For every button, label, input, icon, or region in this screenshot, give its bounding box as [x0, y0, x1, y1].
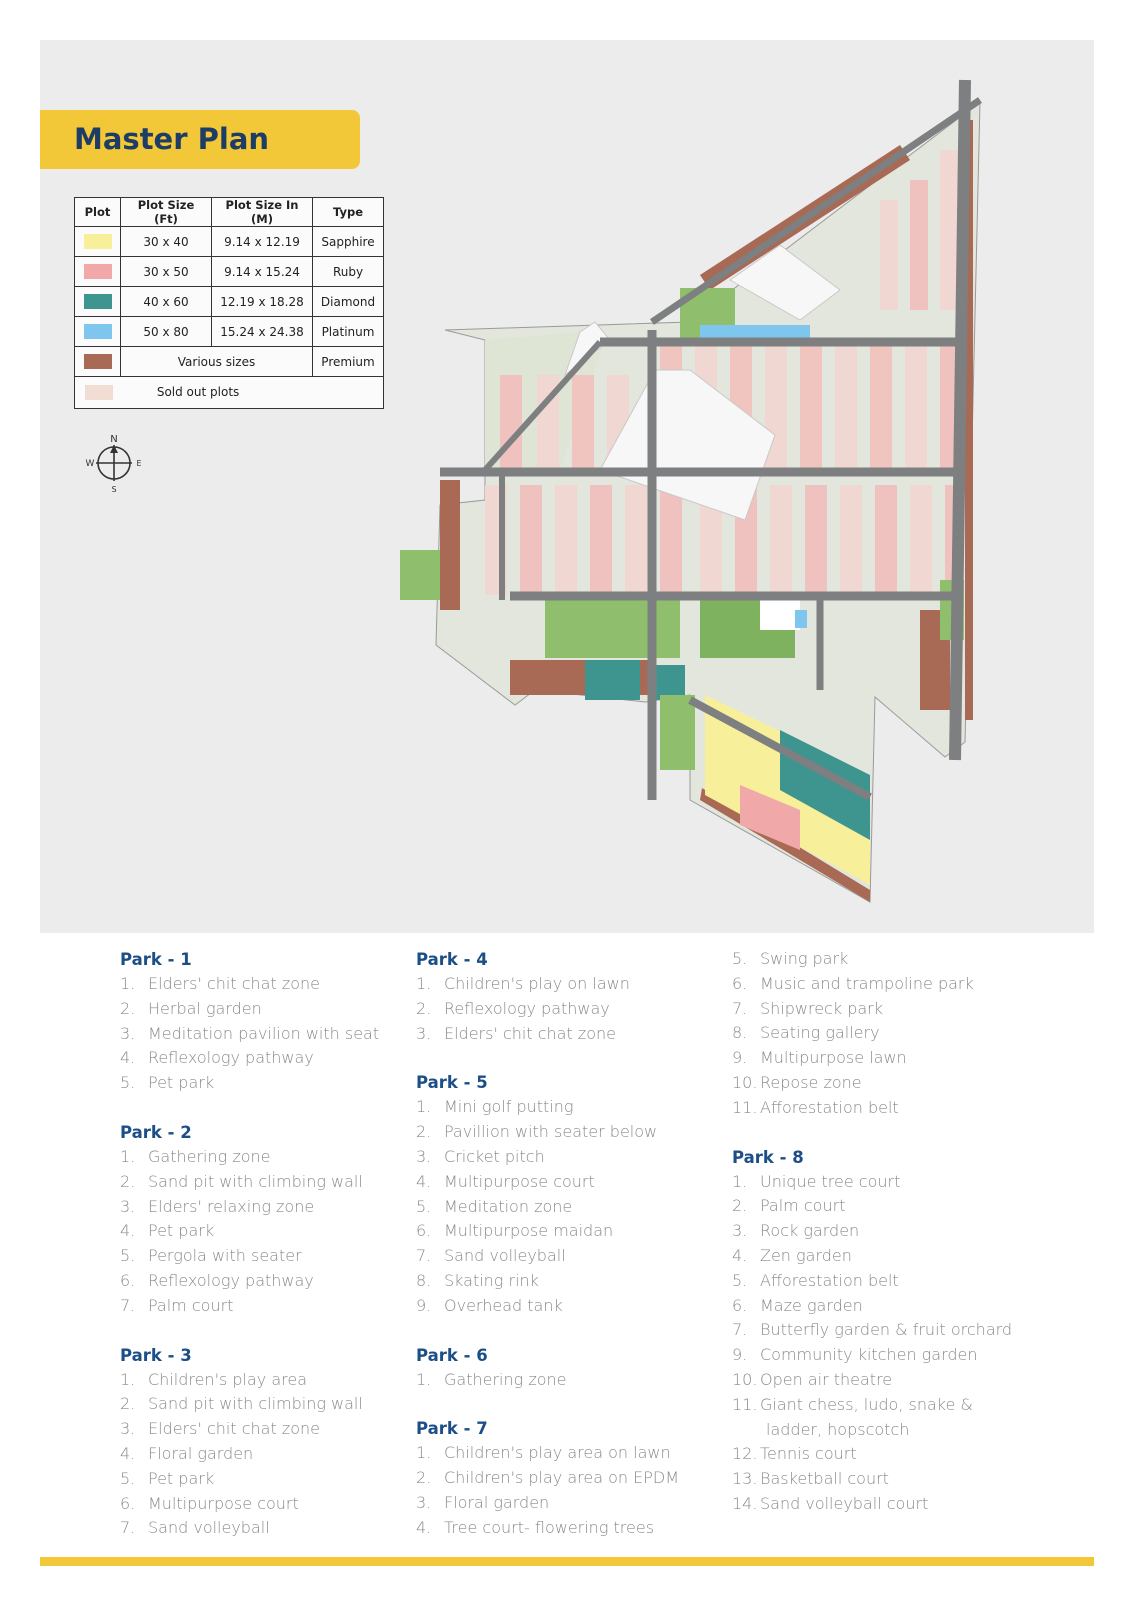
- list-item: 1. Elders' chit chat zone: [120, 974, 320, 993]
- legend-header-type: Type: [313, 198, 384, 227]
- park-6-list: [416, 1368, 716, 1393]
- compass-n: N: [110, 434, 118, 445]
- park-8-heading: Park - 8: [732, 1147, 804, 1167]
- park-1-heading: Park - 1: [120, 950, 192, 969]
- park-2-heading: Park - 2: [120, 1122, 192, 1142]
- list-item: 5. Pet park: [120, 1468, 215, 1488]
- list-item: 4. Pet park: [120, 1221, 215, 1241]
- park-2-section: [120, 1120, 420, 1319]
- list-item: 14. Sand volleyball court: [732, 1493, 929, 1513]
- list-item: 11. Afforestation belt: [732, 1097, 899, 1117]
- park-7-heading: Park - 7: [416, 1419, 488, 1439]
- park-5-heading: Park - 5: [416, 1073, 488, 1093]
- park-6-heading: Park - 6: [416, 1345, 488, 1365]
- park-3-list: [120, 1368, 420, 1542]
- list-item: 1. Unique tree court: [732, 1171, 901, 1191]
- compass-w: W: [85, 459, 95, 469]
- list-item: 5. Pergola with seater: [120, 1246, 302, 1266]
- list-item: 4. Tree court- flowering trees: [416, 1517, 655, 1537]
- footer-accent-bar: [40, 1557, 1094, 1566]
- list-item: 2. Palm court: [732, 1196, 846, 1216]
- list-item: 7. Butterfly garden & fruit orchard: [732, 1320, 1013, 1340]
- list-item: 3. Cricket pitch: [416, 1146, 545, 1166]
- legend-header-size-ft: Plot Size (Ft): [121, 198, 212, 227]
- list-item: 3. Floral garden: [416, 1492, 550, 1512]
- legend-type: Platinum: [313, 317, 384, 347]
- list-item: 3. Elders' chit chat zone: [416, 1023, 616, 1043]
- list-item: 10. Open air theatre: [732, 1369, 893, 1389]
- compass-e: E: [136, 459, 142, 468]
- amenities-column-2: [416, 947, 716, 1541]
- list-item: 8. Seating gallery: [732, 1023, 880, 1043]
- park-5-list: [416, 1095, 716, 1318]
- park-8-list: [732, 1170, 1032, 1517]
- list-item: 1. Mini golf putting: [416, 1097, 574, 1117]
- park-7-list-part-1: [416, 1441, 716, 1540]
- list-item: 8. Skating rink: [416, 1270, 539, 1290]
- legend-type: Premium: [313, 347, 384, 377]
- park-1-section: [120, 947, 420, 1096]
- legend-type: Diamond: [313, 287, 384, 317]
- list-item: 6. Music and trampoline park: [732, 973, 974, 993]
- list-item: 11. Giant chess, ludo, snake &: [732, 1394, 973, 1414]
- list-item: 2. Sand pit with climbing wall: [120, 1171, 363, 1191]
- amenities-column-3: [732, 947, 1032, 1517]
- list-item: 12. Tennis court: [732, 1444, 857, 1464]
- list-item: 13. Basketball court: [732, 1469, 889, 1489]
- park-5-section: [416, 1070, 716, 1318]
- list-item: 9. Community kitchen garden: [732, 1345, 978, 1365]
- list-item: ladder, hopscotch: [766, 1419, 910, 1439]
- list-item: 7. Shipwreck park: [732, 998, 884, 1018]
- park-2-list: [120, 1145, 420, 1319]
- list-item: 5. Pet park: [120, 1073, 215, 1093]
- list-item: 6. Multipurpose court: [120, 1493, 299, 1513]
- list-item: 3. Meditation pavilion with seat: [120, 1023, 380, 1043]
- list-item: 10. Repose zone: [732, 1072, 862, 1092]
- park-4-list: [416, 972, 716, 1046]
- list-item: 1. Gathering zone: [416, 1369, 567, 1389]
- list-item: 3. Rock garden: [732, 1221, 860, 1241]
- list-item: 4. Multipurpose court: [416, 1171, 595, 1191]
- list-item: 1. Gathering zone: [120, 1146, 271, 1166]
- list-item: 4. Reflexology pathway: [120, 1048, 314, 1068]
- legend-size-ft: 50 x 80: [121, 317, 212, 347]
- park-3-section: [120, 1343, 420, 1542]
- list-item: 6. Maze garden: [732, 1295, 863, 1315]
- list-item: 6. Reflexology pathway: [120, 1270, 314, 1290]
- park-7-section: [416, 1416, 716, 1540]
- list-item: 3. Elders' relaxing zone: [120, 1196, 315, 1216]
- list-item: 2. Reflexology pathway: [416, 998, 610, 1018]
- legend-various-sizes: Various sizes: [121, 347, 313, 377]
- list-item: 9. Multipurpose lawn: [732, 1048, 907, 1068]
- list-item: 7. Sand volleyball: [416, 1246, 566, 1266]
- list-item: 4. Zen garden: [732, 1245, 852, 1265]
- list-item: 5. Swing park: [732, 949, 849, 968]
- park-8-section: [732, 1145, 1032, 1517]
- park-6-section: [416, 1343, 716, 1393]
- park-3-heading: Park - 3: [120, 1345, 192, 1365]
- legend-size-m: 15.24 x 24.38: [212, 317, 313, 347]
- legend-size-m: 12.19 x 18.28: [212, 287, 313, 317]
- list-item: 5. Meditation zone: [416, 1196, 573, 1216]
- list-item: 7. Palm court: [120, 1295, 234, 1315]
- list-item: 7. Sand volleyball: [120, 1518, 270, 1538]
- list-item: 1. Children's play area: [120, 1369, 308, 1389]
- legend-sold-out-label: Sold out plots: [156, 385, 240, 399]
- list-item: 1. Children's play area on lawn: [416, 1443, 671, 1463]
- legend-size-ft: 40 x 60: [121, 287, 212, 317]
- list-item: 4. Floral garden: [120, 1443, 254, 1463]
- park-7-list-part-2: [732, 947, 1032, 1121]
- list-item: 3. Elders' chit chat zone: [120, 1419, 320, 1439]
- legend-header-plot: Plot: [75, 198, 121, 227]
- legend-type: Sapphire: [313, 227, 384, 257]
- compass-s: S: [111, 485, 117, 493]
- list-item: 1. Children's play on lawn: [416, 974, 630, 993]
- legend-type: Ruby: [313, 257, 384, 287]
- list-item: 2. Herbal garden: [120, 998, 262, 1018]
- amenities-column-1: [120, 947, 420, 1541]
- legend-size-ft: 30 x 50: [121, 257, 212, 287]
- park-4-section: [416, 947, 716, 1046]
- list-item: 6. Multipurpose maidan: [416, 1221, 614, 1241]
- legend-size-ft: 30 x 40: [121, 227, 212, 257]
- list-item: 2. Sand pit with climbing wall: [120, 1394, 363, 1414]
- legend-header-size-m: Plot Size In (M): [212, 198, 313, 227]
- list-item: 5. Afforestation belt: [732, 1270, 899, 1290]
- list-item: 9. Overhead tank: [416, 1295, 563, 1315]
- list-item: 2. Children's play area on EPDM: [416, 1468, 680, 1488]
- page-title: Master Plan: [74, 122, 270, 156]
- list-item: 2. Pavillion with seater below: [416, 1122, 658, 1142]
- park-4-heading: Park - 4: [416, 950, 488, 969]
- park-1-list: [120, 972, 420, 1096]
- legend-size-m: 9.14 x 15.24: [212, 257, 313, 287]
- legend-size-m: 9.14 x 12.19: [212, 227, 313, 257]
